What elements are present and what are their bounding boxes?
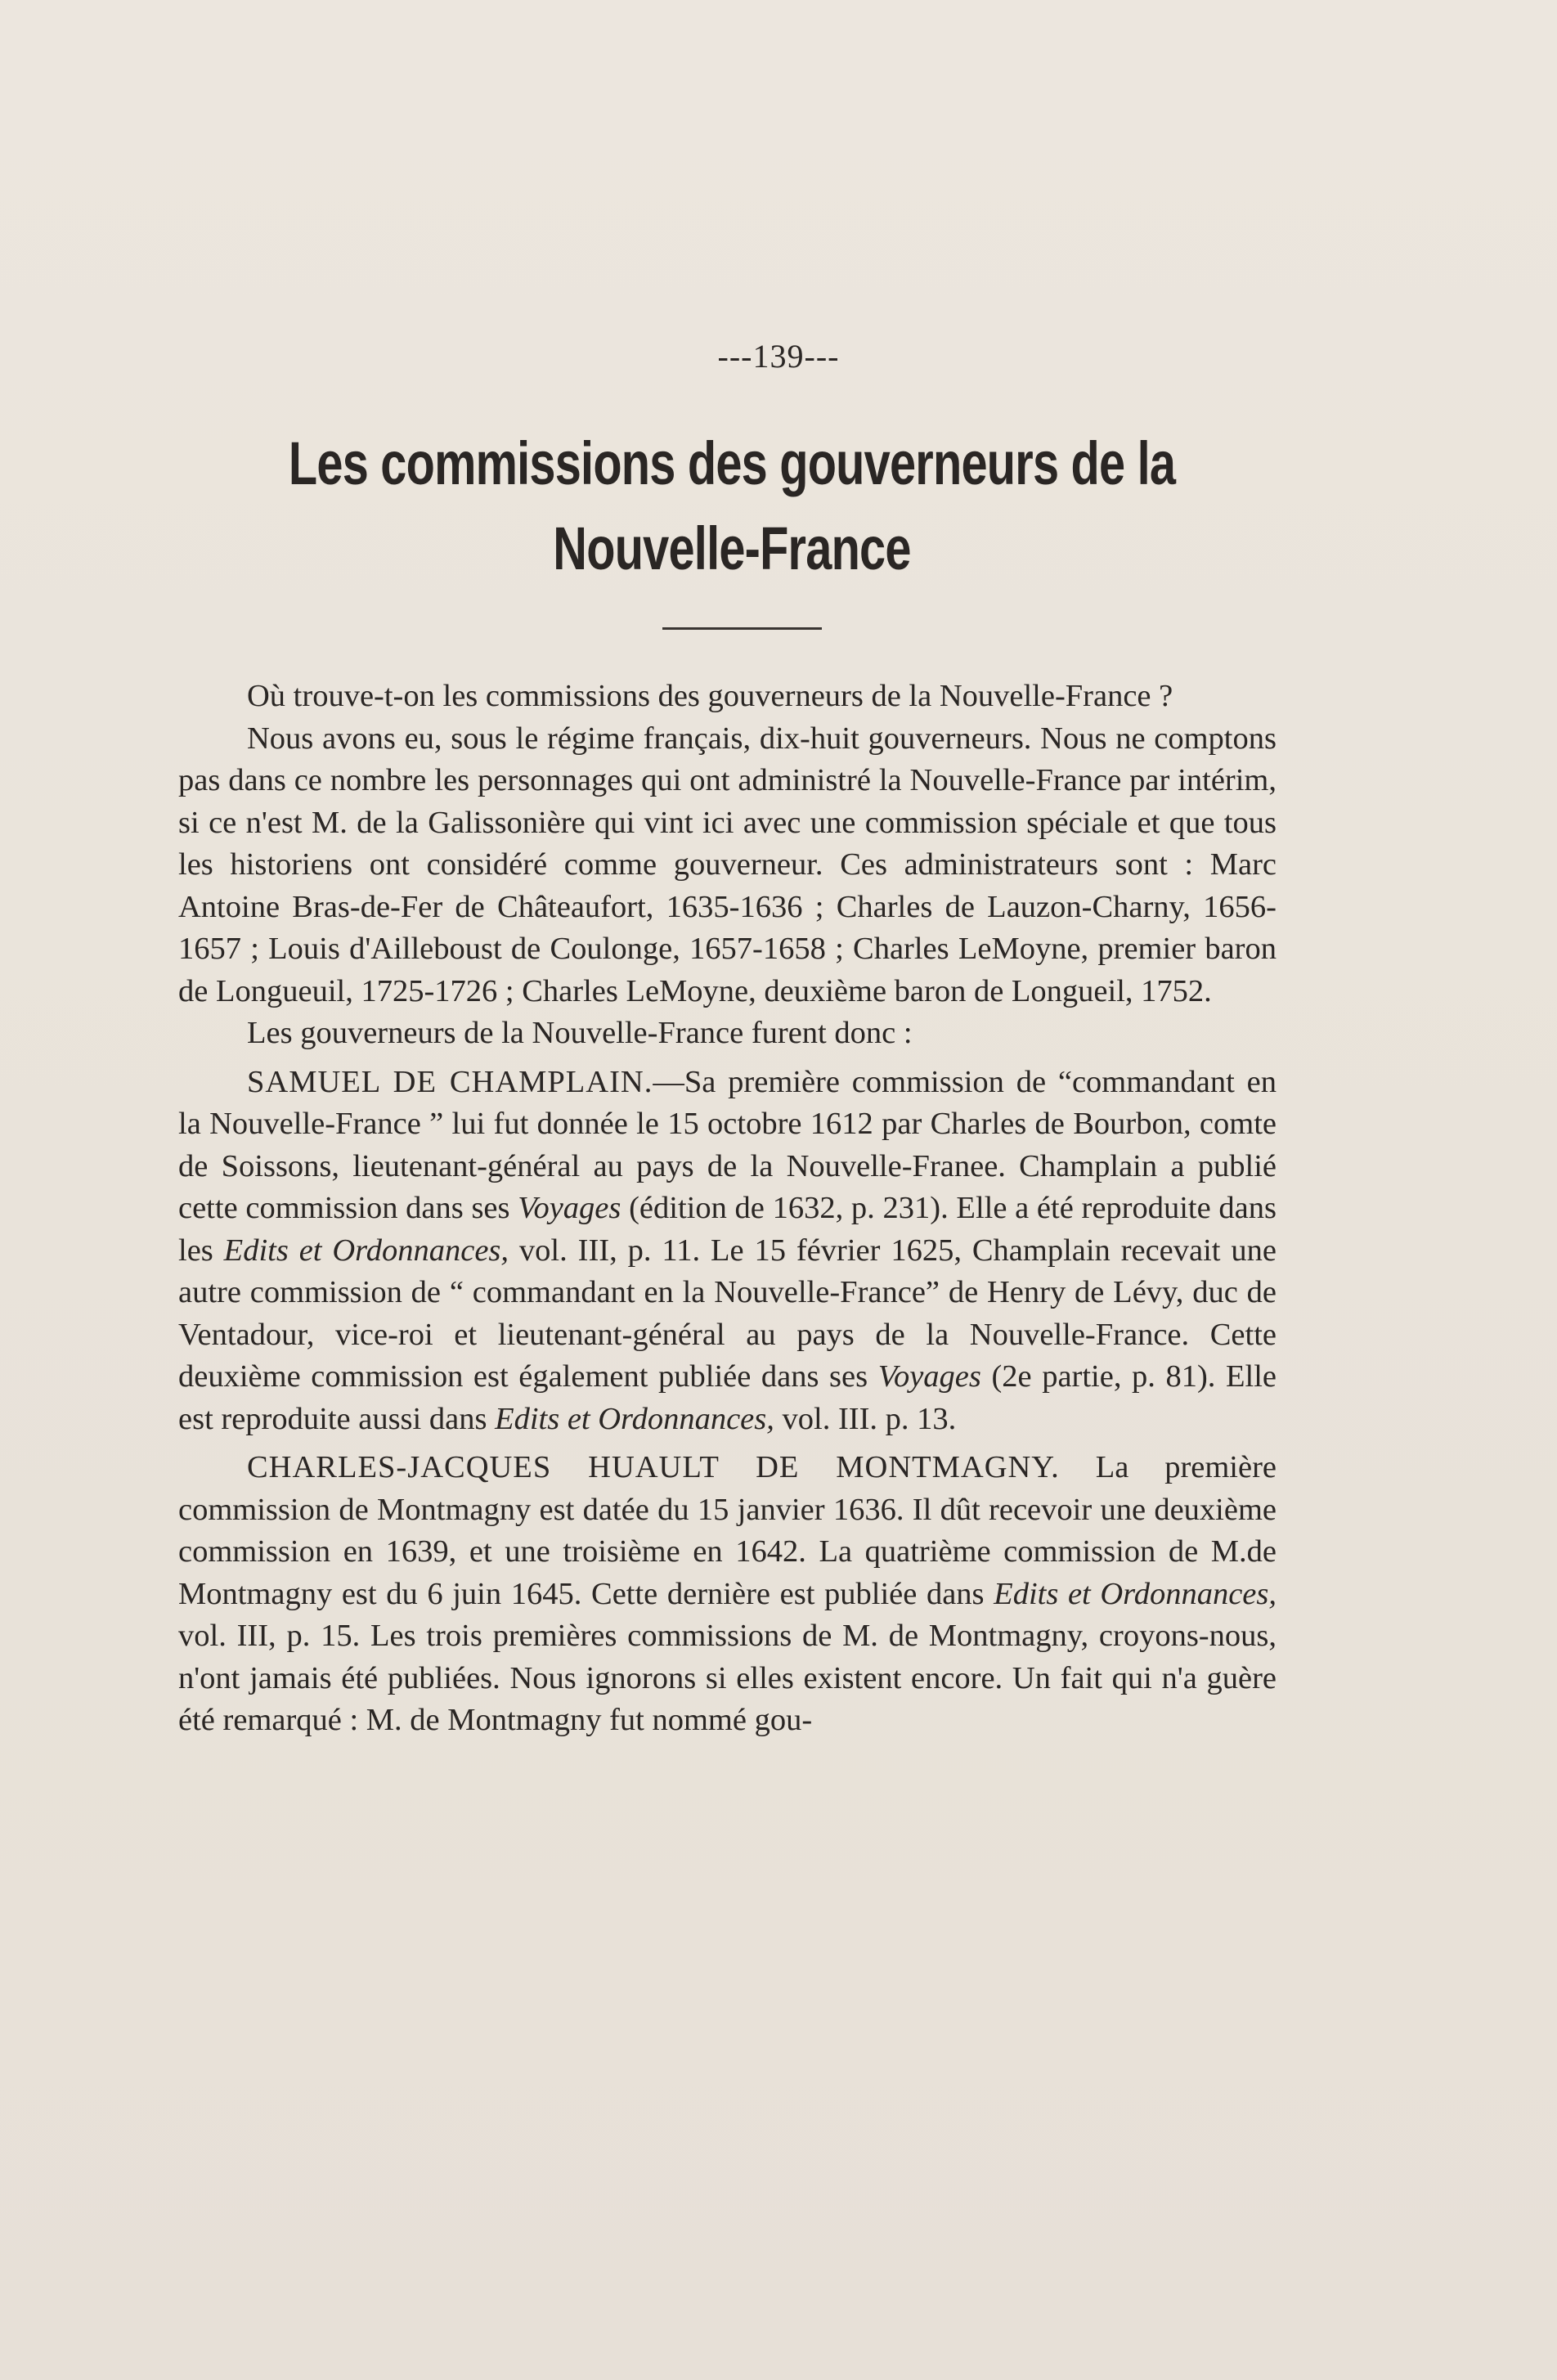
paragraph-montmagny <box>178 1447 1277 1742</box>
text-segment: —Sa première commission de “commandant en la Nouvelle-France ” lui fut donnée le 15 octobre 1612 par Charles de Bourbon, comte de Soissons, lieutenant-général au pays de la Nouvelle-Franee. Champlain a publié cette commission dans ses <box>178 1064 1277 1225</box>
paragraph-governors-count: Nous avons eu, sous le régime français, dix-huit gouverneurs. Nous ne comptons pas dans ce nombre les personnages qui ont administré la Nouvelle-France par intérim, si ce n'est M. de la Galissonière qui vint ici avec une commission spéciale et que tous les historiens ont considéré comme gouverneur. Ces administrateurs sont : Marc Antoine Bras-de-Fer de Châteaufort, 1635-1636 ; Charles de Lauzon-Charny, 1656-1657 ; Louis d'Ailleboust de Coulonge, 1657-1658 ; Charles LeMoyne, premier baron de Longueuil, 1725-1726 ; Charles LeMoyne, deuxième baron de Longueil, 1752. <box>178 721 1277 1008</box>
text-segment: (édition de 1632, p. 231). Elle a été reproduite dans les <box>178 1191 1277 1268</box>
text-segment: vol. III, p. 11. Le 15 février 1625, Champlain recevait une autre commission de “ commandant en la Nouvelle-France” de Henry de Lévy, duc de Ventadour, vice-roi et lieutenant-général au pays de la Nouvelle-France. Cette deuxième commission est également publiée dans ses <box>178 1233 1277 1394</box>
book-title-voyages: Voyages <box>518 1191 621 1225</box>
page-title <box>289 421 1175 591</box>
book-title-edits: Edits et Ordonnances, <box>223 1233 509 1268</box>
paragraph-question: Où trouve-t-on les commissions des gouverneurs de la Nouvelle-France ? <box>247 679 1173 713</box>
text-segment: vol. III, p. 15. Les trois premières commissions de M. de Montmagny, croyons-nous, n'ont jamais été publiées. Nous ignorons si elles existent encore. Un fait qui n'a guère été remarqué : M. de Montmagny fut nommé gou- <box>178 1619 1277 1737</box>
text-segment: La première commission de Montmagny est datée du 15 janvier 1636. Il dût recevoir une deuxième commission en 1639, et une troisième en 1642. La quatrième commission de M.de Montmagny est du 6 juin 1645. Cette dernière est publiée dans <box>178 1450 1277 1611</box>
governor-name-champlain: SAMUEL DE CHAMPLAIN. <box>247 1064 653 1099</box>
book-title-voyages: Voyages <box>877 1359 981 1394</box>
page-title-line-2: Nouvelle-France <box>553 514 911 582</box>
governor-name-montmagny: CHARLES-JACQUES HUAULT DE MONTMAGNY. <box>247 1450 1060 1484</box>
page-number: ---139--- <box>717 338 840 375</box>
page-title-line-1: Les commissions des gouverneurs de la <box>288 429 1176 497</box>
paragraph-champlain <box>178 1062 1277 1441</box>
paragraph-list-intro: Les gouverneurs de la Nouvelle-France furent donc : <box>247 1016 913 1050</box>
text-segment: (2e partie, p. 81). Elle est reproduite aussi dans <box>178 1359 1277 1436</box>
title-divider <box>662 627 822 630</box>
book-title-edits: Edits et Ordonnances, <box>994 1576 1277 1611</box>
article-body <box>178 676 1277 1742</box>
text-segment: vol. III. p. 13. <box>774 1401 957 1436</box>
book-title-edits: Edits et Ordonnances, <box>495 1401 774 1436</box>
